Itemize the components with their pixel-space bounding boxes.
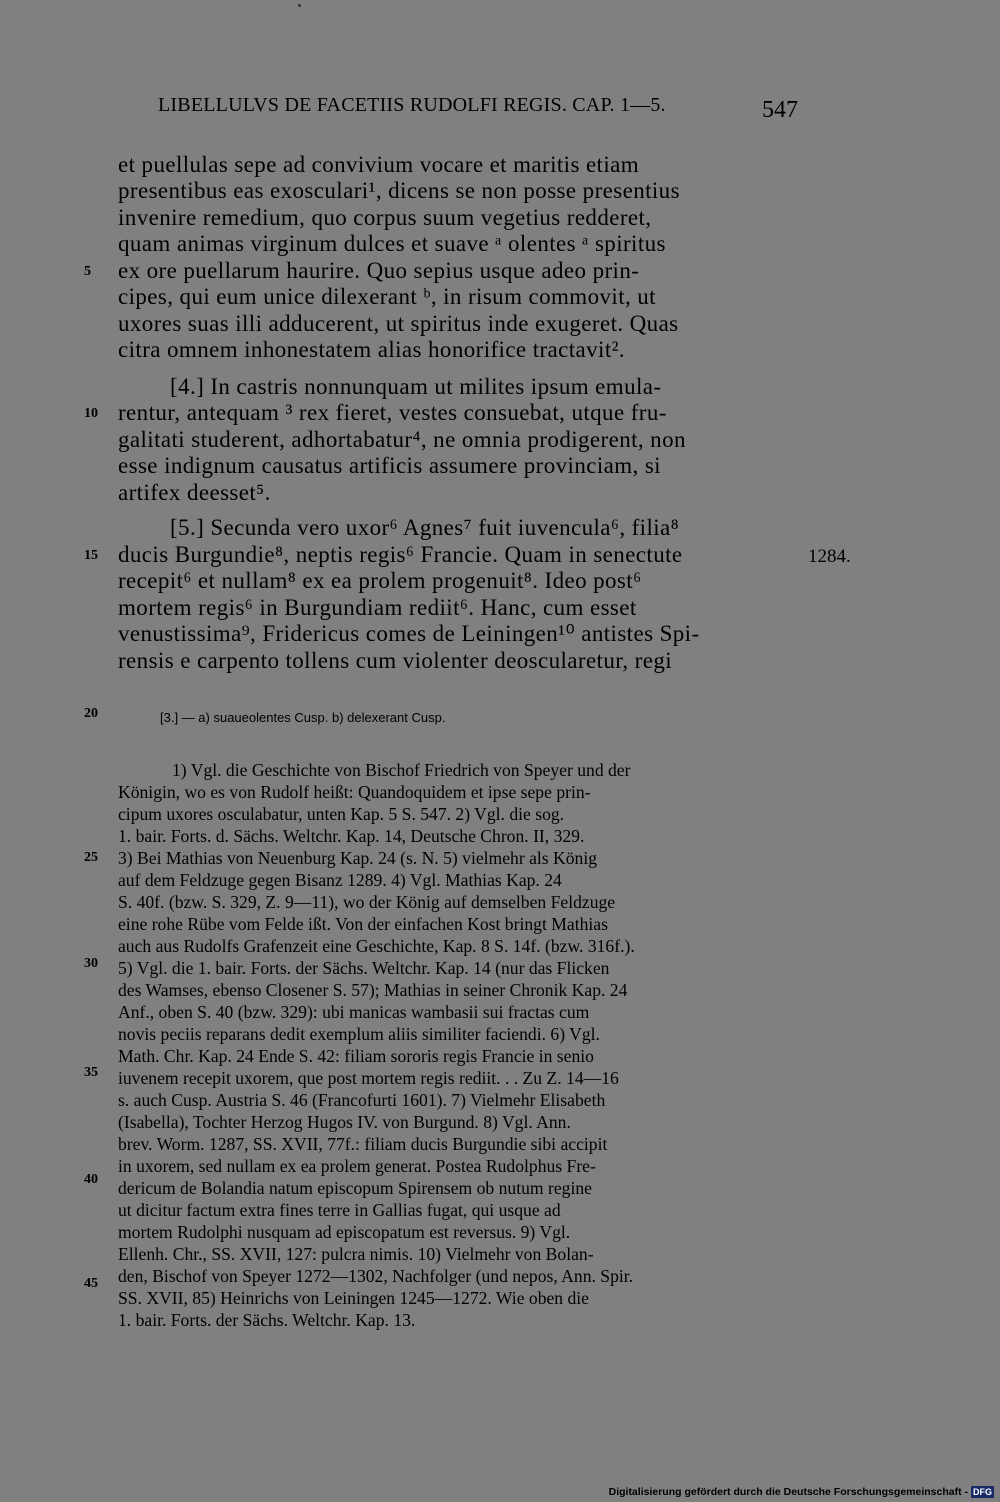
line-number: 10 (84, 406, 98, 421)
scan-speck (298, 4, 301, 7)
footnote-line: Math. Chr. Kap. 24 Ende S. 42: filiam sororis regis Francie in senio (118, 1046, 594, 1066)
body-line: rensis e carpento tollens cum violenter deoscularetur, regi (118, 648, 673, 673)
footnote-line: des Wamses, ebenso Closener S. 57); Mathias in seiner Chronik Kap. 24 (118, 980, 628, 1000)
footnote-line: Königin, wo es von Rudolf heißt: Quandoquidem et ipse sepe prin- (118, 782, 591, 802)
body-line: quam animas virginum dulces et suave ᵃ olentes ᵃ spiritus (118, 231, 666, 256)
body-line: rentur, antequam ³ rex fieret, vestes consuebat, utque fru- (118, 400, 667, 425)
line-number: 15 (84, 548, 98, 563)
footnote-line: SS. XVII, 85) Heinrichs von Leiningen 1245—1272. Wie oben die (118, 1288, 589, 1308)
footnote-line: dericum de Bolandia natum episcopum Spirensem ob nutum regine (118, 1178, 592, 1198)
footnote-line: 1) Vgl. die Geschichte von Bischof Friedrich von Speyer und der (172, 760, 631, 780)
line-number: 45 (84, 1276, 98, 1291)
footnote-line: eine rohe Rübe vom Felde ißt. Von der einfachen Kost bringt Mathias (118, 914, 608, 934)
page-number: 547 (762, 97, 798, 123)
funding-text: Digitalisierung gefördert durch die Deutsche Forschungsgemeinschaft - (608, 1486, 968, 1498)
line-number: 35 (84, 1065, 98, 1080)
line-number: 20 (84, 706, 98, 721)
footnote-line: auf dem Feldzuge gegen Bisanz 1289. 4) Vgl. Mathias Kap. 24 (118, 870, 562, 890)
running-title: LIBELLULVS DE FACETIIS RUDOLFI REGIS. CAP. 1—5. (158, 94, 666, 116)
footnote-line: Ellenh. Chr., SS. XVII, 127: pulcra nimis. 10) Vielmehr von Bolan- (118, 1244, 594, 1264)
footnote-line: 5) Vgl. die 1. bair. Forts. der Sächs. Weltchr. Kap. 14 (nur das Flicken (118, 958, 610, 978)
body-line: esse indignum causatus artificis assumere provinciam, si (118, 453, 661, 478)
footnote-line: 3) Bei Mathias von Neuenburg Kap. 24 (s. N. 5) vielmehr als König (118, 848, 598, 868)
body-line: recepit⁶ et nullam⁸ ex ea prolem progenuit⁸. Ideo post⁶ (118, 568, 642, 593)
footnote-line: (Isabella), Tochter Herzog Hugos IV. von Burgund. 8) Vgl. Ann. (118, 1112, 571, 1132)
footnote-line: iuvenem recepit uxorem, que post mortem regis rediit. . . Zu Z. 14—16 (118, 1068, 619, 1088)
footnote-line: mortem Rudolphi nusquam ad episcopatum est reversus. 9) Vgl. (118, 1222, 571, 1242)
body-line: [4.] In castris nonnunquam ut milites ipsum emula- (170, 374, 662, 399)
line-number: 40 (84, 1172, 98, 1187)
body-line: venustissima⁹, Fridericus comes de Leiningen¹⁰ antistes Spi- (118, 621, 700, 646)
critical-apparatus: [3.] — a) suaueolentes Cusp. b) delexerant Cusp. (160, 710, 446, 725)
body-line: citra omnem inhonestatem alias honorifice tractavit². (118, 337, 626, 362)
footnote-line: Anf., oben S. 40 (bzw. 329): ubi manicas wambasii sui fractas cum (118, 1002, 590, 1022)
line-number: 25 (84, 850, 98, 865)
footnote-line: 1. bair. Forts. d. Sächs. Weltchr. Kap. 14, Deutsche Chron. II, 329. (118, 826, 585, 846)
line-number: 30 (84, 956, 98, 971)
footnote-line: 1. bair. Forts. der Sächs. Weltchr. Kap. 13. (118, 1310, 416, 1330)
footnote-line: novis peciis reparans dedit exemplum aliis similiter faciendi. 6) Vgl. (118, 1024, 600, 1044)
body-line: cipes, qui eum unice dilexerant ᵇ, in risum commovit, ut (118, 284, 656, 309)
body-line: presentibus eas exosculari¹, dicens se non posse presentius (118, 178, 680, 203)
footnote-line: brev. Worm. 1287, SS. XVII, 77f.: filiam ducis Burgundie sibi accipit (118, 1134, 608, 1154)
footnote-line: auch aus Rudolfs Grafenzeit eine Geschichte, Kap. 8 S. 14f. (bzw. 316f.). (118, 936, 635, 956)
footnote-line: S. 40f. (bzw. S. 329, Z. 9—11), wo der König auf demselben Feldzuge (118, 892, 616, 912)
footnote-line: den, Bischof von Speyer 1272—1302, Nachfolger (und nepos, Ann. Spir. (118, 1266, 634, 1286)
body-line: [5.] Secunda vero uxor⁶ Agnes⁷ fuit iuvencula⁶, filia⁸ (170, 515, 680, 540)
footnote-line: ut dicitur factum extra fines terre in Gallias fugat, qui usque ad (118, 1200, 561, 1220)
funding-footer (609, 1486, 994, 1498)
body-line: mortem regis⁶ in Burgundiam rediit⁶. Hanc, cum esset (118, 595, 637, 620)
margin-date: 1284. (808, 546, 851, 567)
footnote-line: cipum uxores osculabatur, unten Kap. 5 S. 547. 2) Vgl. die sog. (118, 804, 565, 824)
footnote-line: in uxorem, sed nullam ex ea prolem generat. Postea Rudolphus Fre- (118, 1156, 596, 1176)
dfg-logo: DFG (973, 1487, 992, 1497)
footnote-line: s. auch Cusp. Austria S. 46 (Francofurti 1601). 7) Vielmehr Elisabeth (118, 1090, 606, 1110)
line-number: 5 (84, 264, 91, 279)
body-line: uxores suas illi adducerent, ut spiritus inde exugeret. Quas (118, 311, 679, 336)
body-line: ex ore puellarum haurire. Quo sepius usque adeo prin- (118, 258, 640, 283)
body-line: galitati studerent, adhortabatur⁴, ne omnia prodigerent, non (118, 427, 686, 452)
body-line: invenire remedium, quo corpus suum vegetius redderet, (118, 205, 652, 230)
body-line: ducis Burgundie⁸, neptis regis⁶ Francie. Quam in senectute (118, 542, 683, 567)
body-line: artifex deesset⁵. (118, 480, 271, 505)
body-line: et puellulas sepe ad convivium vocare et maritis etiam (118, 152, 640, 177)
